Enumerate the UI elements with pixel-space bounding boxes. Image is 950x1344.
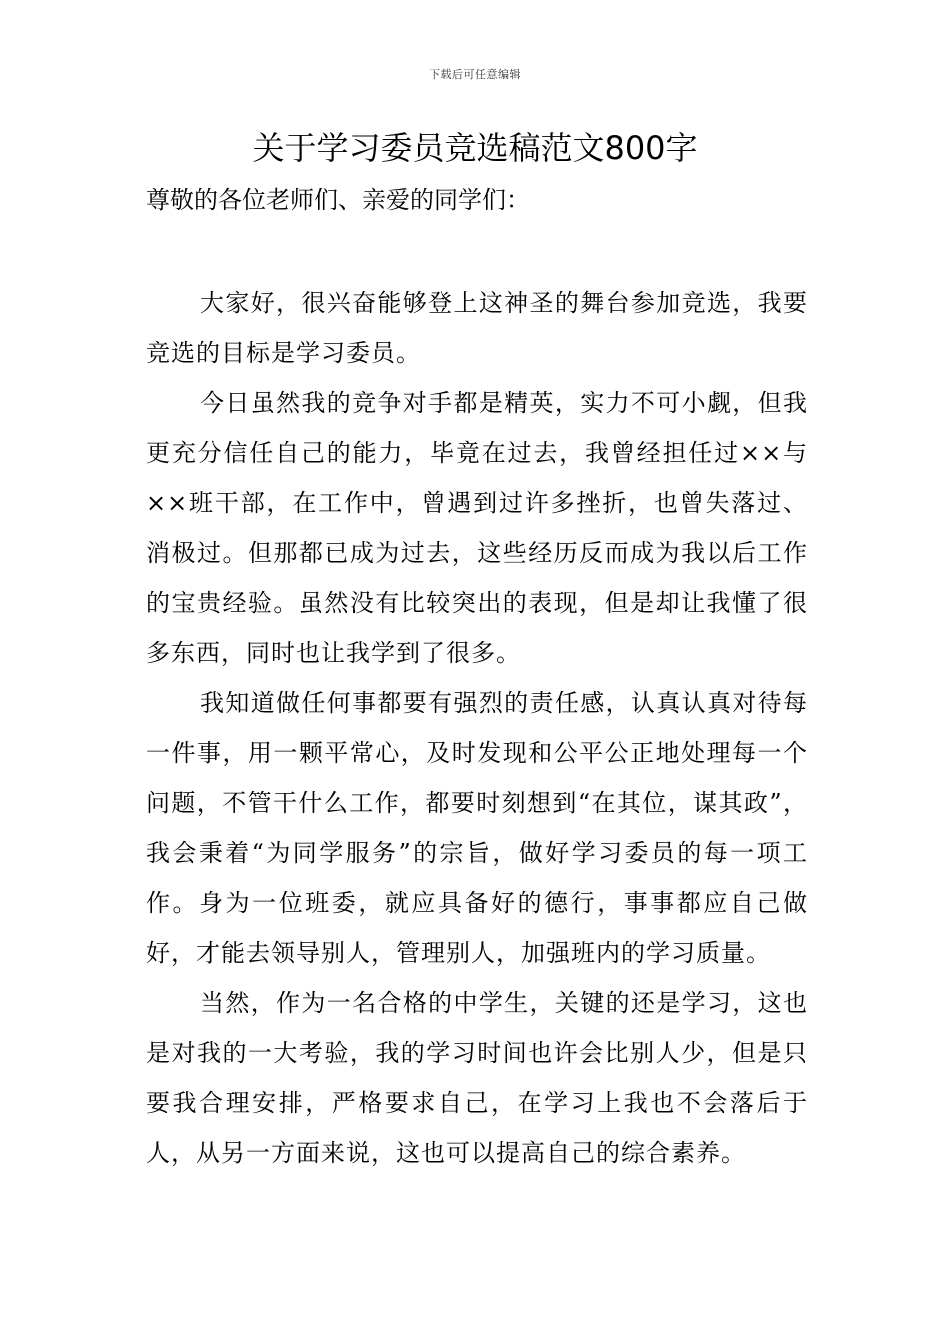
paragraph: 大家好，很兴奋能够登上这神圣的舞台参加竞选，我要竞选的目标是学习委员。	[146, 289, 808, 367]
header-note: 下载后可任意编辑	[429, 68, 521, 81]
paragraph: 我知道做任何事都要有强烈的责任感，认真认真对待每一件事，用一颗平常心，及时发现和公平公正地处理每一个问题，不管干什么工作，都要时刻想到“在其位，谋其政”，我会秉着“为同学服务”的宗旨，做好学习委员的每一项工作。身为一位班委，就应具备好的德行，事事都应自己做好，才能去领导别人，管理别人，加强班内的学习质量。	[146, 689, 808, 967]
body-text	[146, 278, 808, 1178]
paragraph: 当然，作为一名合格的中学生，关键的还是学习，这也是对我的一大考验，我的学习时间也许会比别人少，但是只要我合理安排，严格要求自己，在学习上我也不会落后于人，从另一方面来说，这也可以提高自己的综合素养。	[146, 989, 808, 1167]
document-title: 关于学习委员竞选稿范文800字	[252, 129, 698, 167]
salutation: 尊敬的各位老师们、亲爱的同学们：	[146, 186, 530, 214]
paragraph: 今日虽然我的竞争对手都是精英，实力不可小觑，但我更充分信任自己的能力，毕竟在过去，我曾经担任过××与××班干部，在工作中，曾遇到过许多挫折，也曾失落过、消极过。但那都已成为过去，这些经历反而成为我以后工作的宝贵经验。虽然没有比较突出的表现，但是却让我懂了很多东西，同时也让我学到了很多。	[146, 389, 808, 667]
